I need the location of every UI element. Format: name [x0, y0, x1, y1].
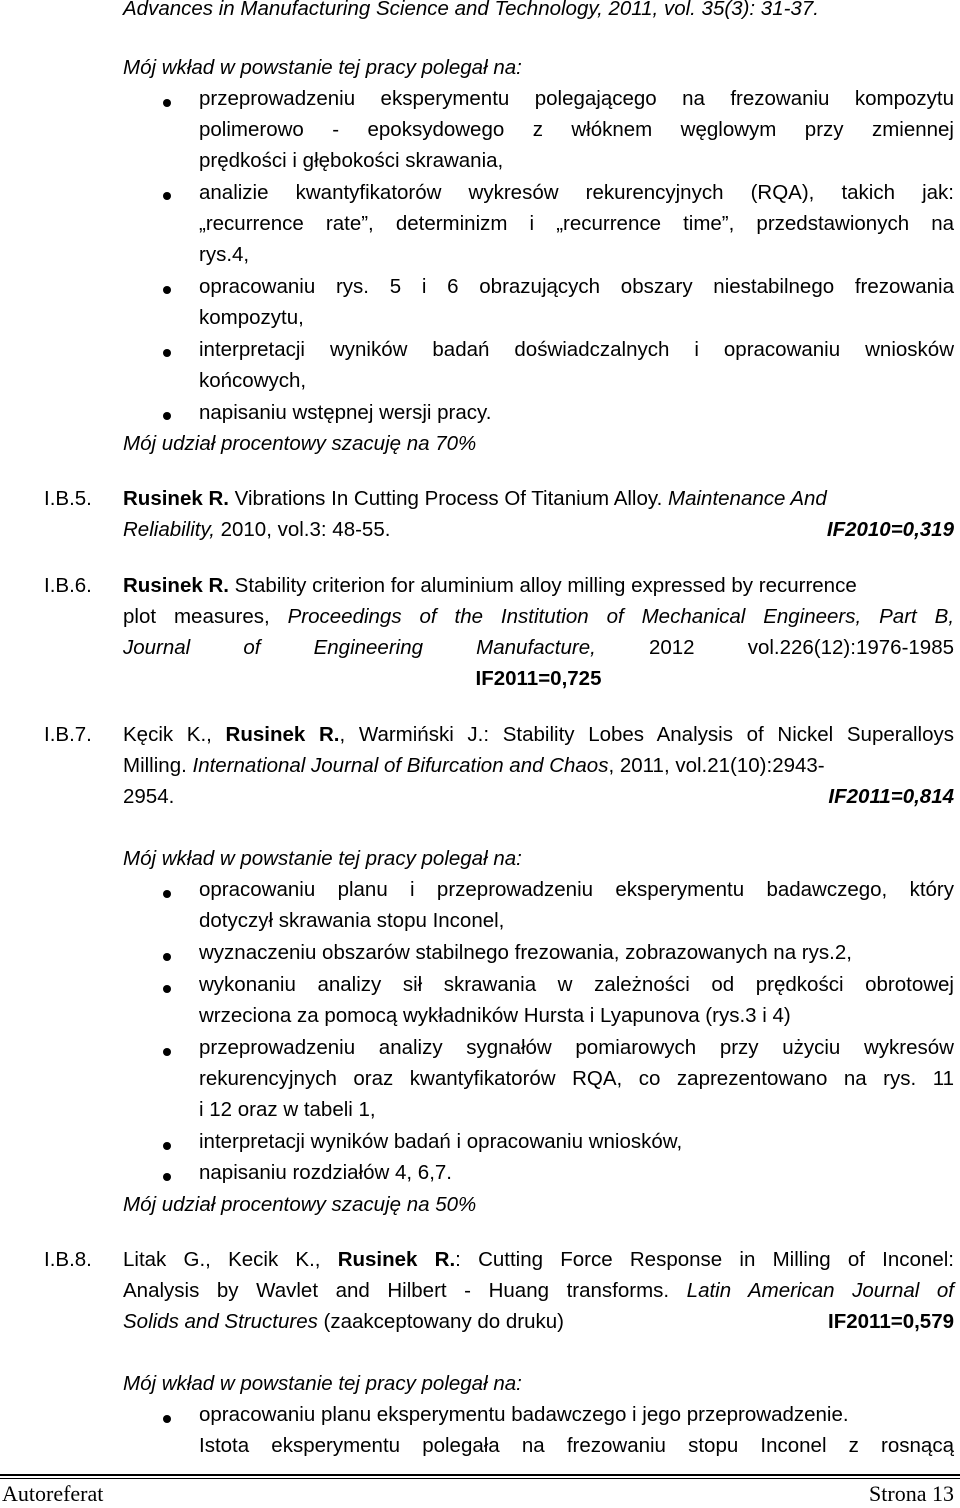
reference-title: : Cutting Force Response in Milling of Inconel:: [455, 1248, 954, 1271]
bullet-icon: [163, 890, 171, 898]
contribution-share: Mój udział procentowy szacuję na 70%: [123, 432, 477, 455]
list-item-line: przeprowadzeniu eksperymentu polegającego na frezowaniu kompozytu: [199, 87, 954, 110]
reference-line: [123, 571, 954, 601]
reference-title: Vibrations In Cutting Process Of Titanium Alloy.: [228, 487, 669, 510]
list-item-line: końcowych,: [199, 369, 307, 392]
page-number: Strona 13: [869, 1481, 954, 1506]
list-item-line: napisaniu rozdziałów 4, 6,7.: [199, 1161, 452, 1184]
reference-year: 2012: [648, 636, 695, 659]
list-item-line: rekurencyjnych oraz kwantyfikatorów RQA, co zaprezentowano na rys. 11: [199, 1067, 954, 1090]
reference-line: [123, 633, 954, 663]
list-item-line: analizie kwantyfikatorów wykresów rekurencyjnych (RQA), takich jak:: [199, 181, 954, 204]
bullet-icon: [163, 1142, 171, 1150]
list-item-line: wyznaczeniu obszarów stabilnego frezowania, zobrazowanych na rys.2,: [199, 941, 852, 964]
list-item-line: „recurrence rate”, determinizm i „recurrence time”, przedstawionych na: [199, 212, 954, 235]
reference-line: [123, 751, 954, 781]
reference-number: I.B.7.: [44, 723, 92, 746]
contribution-share: Mój udział procentowy szacuję na 50%: [123, 1193, 477, 1216]
reference-status: (zaakceptowany do druku): [317, 1310, 564, 1333]
reference-details: , 2011, vol.21(10):2943-: [608, 754, 825, 777]
bullet-icon: [163, 192, 171, 200]
list-item-line: wrzeciona za pomocą wykładników Hursta i Lyapunova (rys.3 i 4): [199, 1004, 791, 1027]
page-footer: [2, 1480, 954, 1508]
list-item-line: napisaniu wstępnej wersji pracy.: [199, 401, 492, 424]
reference-details: 2010, vol.3: 48-55.: [214, 518, 391, 541]
footer-left: Autoreferat: [2, 1481, 104, 1506]
reference-number: I.B.8.: [44, 1248, 92, 1271]
reference-number: I.B.6.: [44, 574, 92, 597]
contribution-intro: Mój wkład w powstanie tej pracy polegał na:: [123, 56, 522, 79]
list-item-line: opracowaniu planu i przeprowadzeniu eksperymentu badawczego, który: [199, 878, 954, 901]
bullet-icon: [163, 286, 171, 294]
reference-author: Rusinek R.: [123, 487, 229, 510]
impact-factor: IF2011=0,814: [828, 785, 954, 808]
bullet-icon: [163, 1048, 171, 1056]
reference-title: Milling.: [123, 754, 193, 777]
reference-line: [123, 720, 954, 750]
reference-authors: Litak G., Kecik K.,: [123, 1248, 338, 1271]
reference-line: 2954.: [123, 785, 175, 808]
list-item-line: polimerowo - epoksydowego z włóknem węglowym przy zmiennej: [199, 118, 954, 141]
reference-title: Analysis by Wavlet and Hilbert - Huang transforms.: [123, 1279, 687, 1302]
reference-line: [123, 1276, 954, 1306]
reference-title: plot measures,: [123, 605, 270, 628]
reference-volume: vol.226(12):1976-1985: [747, 636, 954, 659]
reference-journal: Proceedings of the Institution of Mechanical Engineers, Part B,: [287, 605, 955, 628]
bullet-icon: [163, 99, 171, 107]
bullet-icon: [163, 349, 171, 357]
impact-factor: IF2011=0,725: [475, 667, 602, 690]
reference-authors: Kęcik K.,: [123, 723, 226, 746]
list-item-line: prędkości i głębokości skrawania,: [199, 149, 504, 172]
contribution-intro: Mój wkład w powstanie tej pracy polegał na:: [123, 1372, 522, 1395]
bullet-icon: [163, 985, 171, 993]
bullet-icon: [163, 1415, 171, 1423]
list-item-line: kompozytu,: [199, 306, 304, 329]
list-item-line: interpretacji wyników badań i opracowaniu wniosków,: [199, 1130, 683, 1153]
impact-factor: IF2011=0,579: [828, 1310, 954, 1333]
reference-title: Stability criterion for aluminium alloy milling expressed by recurrence: [228, 574, 857, 597]
list-item-line: wykonaniu analizy sił skrawania w zależności od prędkości obrotowej: [199, 973, 954, 996]
list-item-line: przeprowadzeniu analizy sygnałów pomiarowych przy użyciu wykresów: [199, 1036, 954, 1059]
impact-factor: IF2010=0,319: [826, 518, 954, 541]
footer-rule: [0, 1478, 960, 1479]
list-item-line: i 12 oraz w tabeli 1,: [199, 1098, 376, 1121]
reference-journal: Journal of Engineering Manufacture,: [123, 636, 596, 659]
reference-line: [123, 484, 954, 514]
list-item-line: interpretacji wyników badań doświadczalnych i opracowaniu wniosków: [199, 338, 954, 361]
citation-line: Advances in Manufacturing Science and Technology, 2011, vol. 35(3): 31-37.: [123, 0, 819, 20]
reference-number: I.B.5.: [44, 487, 92, 510]
list-item-line: dotyczył skrawania stopu Inconel,: [199, 909, 505, 932]
reference-journal: Reliability,: [123, 518, 215, 541]
reference-line: [123, 602, 954, 632]
list-item-line: rys.4,: [199, 243, 250, 266]
list-item-line: opracowaniu rys. 5 i 6 obrazujących obszary niestabilnego frezowania: [199, 275, 954, 298]
reference-journal: Solids and Structures: [123, 1310, 318, 1333]
contribution-intro: Mój wkład w powstanie tej pracy polegał na:: [123, 847, 522, 870]
reference-author: Rusinek R.: [337, 1248, 456, 1271]
reference-author: Rusinek R.: [123, 574, 229, 597]
bullet-icon: [163, 1173, 171, 1181]
reference-journal: Maintenance And: [668, 487, 827, 510]
reference-title: , Warmiński J.: Stability Lobes Analysis of Nickel Superalloys: [339, 723, 954, 746]
footer-rule: [0, 1474, 960, 1476]
reference-line: [123, 1245, 954, 1275]
reference-journal: International Journal of Bifurcation and Chaos: [192, 754, 609, 777]
list-item-line: opracowaniu planu eksperymentu badawczego i jego przeprowadzenie.: [199, 1403, 849, 1426]
list-item-line: Istota eksperymentu polegała na frezowaniu stopu Inconel z rosnącą: [199, 1434, 954, 1457]
reference-journal: Latin American Journal of: [686, 1279, 955, 1302]
bullet-icon: [163, 953, 171, 961]
reference-author: Rusinek R.: [225, 723, 340, 746]
bullet-icon: [163, 412, 171, 420]
